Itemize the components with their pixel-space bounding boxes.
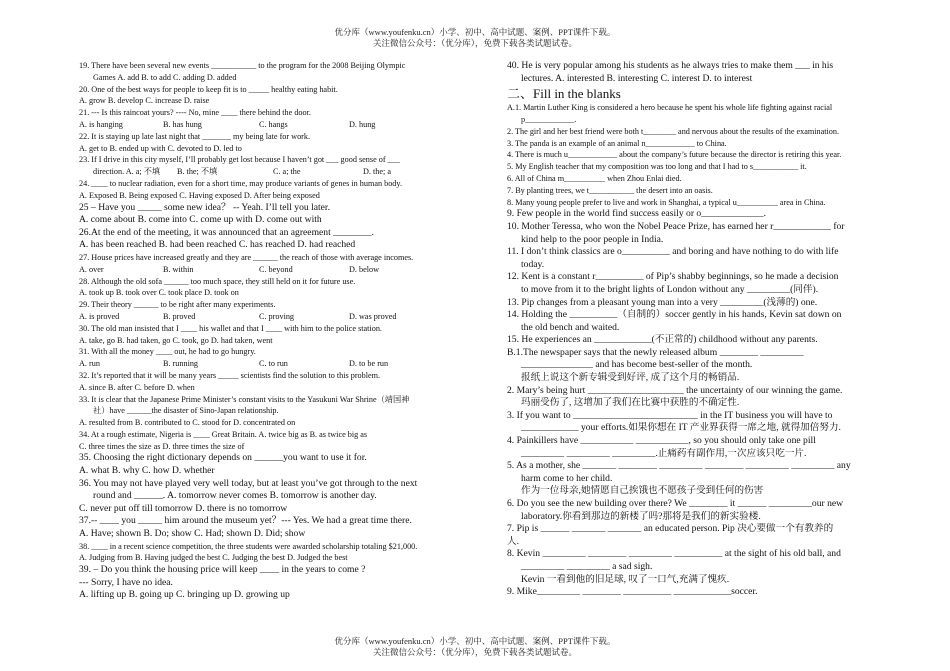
question-line: 9. Few people in the world find success easily or o_____________. [507,208,766,220]
answer-option: C. hangs [259,119,288,129]
question-line: 25 – Have you _____ some new idea？ -- Yeah. I’ll tell you later. [79,201,330,213]
question-line: 24. ____ to nuclear radiation, even for a short time, may produce variants of genes in human body. [79,178,403,188]
question-line: laboratory.你看到那边的新楼了吗?那将是我们的新实验楼. [521,510,761,522]
answer-option: B. the; 不填 [177,167,218,177]
left-column [79,60,467,602]
question-line: 4. Painkillers have ___________ ___________, so you should only take one pill [507,435,816,447]
question-line: 23. If I drive in this city myself, I’ll probably get lost because I haven’t got ___ good sense of ___ [79,155,400,165]
answer-option: A. is hanging [79,119,123,129]
header-line-2: 关注微信公众号：（优分库），免费下载各类试题试卷。 [372,38,577,48]
question-line: 30. The old man insisted that I ____ his wallet and that I ____ with him to the police station. [79,323,382,333]
question-line: 27. House prices have increased greatly and they are ______ the reach of those with average incomes. [79,252,414,262]
question-line: A. take, go B. had taken, go C. took, go D. had taken, went [79,335,273,345]
answer-option: A. over [79,264,104,274]
question-line: 15. He experiences an ____________(不正常的) childhood without any parents. [507,334,818,346]
question-line: Games A. add B. to add C. adding D. added [93,72,237,82]
question-line: A. what B. why C. how D. whether [79,465,215,477]
question-line: --- Sorry, I have no idea. [79,576,173,588]
answer-option: B. has hung [163,119,202,129]
question-line: A. lifting up B. going up C. bringing up D. growing up [79,589,290,601]
question-line: 人. [507,535,519,547]
answer-option: D. hung [349,119,376,129]
question-line: 13. Pip changes from a pleasant young man into a very _________(浅薄的) one. [507,296,818,308]
question-line: A. come about B. come into C. come up with D. come out with [79,214,322,226]
header-line-1: 优分库（www.youfenku.cn）小学、初中、高中试题、案例、PPT课件下载。 [334,27,616,37]
question-line [79,358,467,370]
question-line: today. [521,258,545,270]
answer-option: C. to run [259,359,288,369]
question-line: 3. The panda is an example of an animal n____________ to China. [507,138,727,148]
question-line: A. Judging from B. Having judged the best C. Judging the best D. Judged the best [79,553,348,563]
question-line [79,264,467,276]
question-line: _________ _________ _________.止痛药有副作用,一次应该只吃一片. [521,447,807,459]
question-line: A. get to B. ended up with C. devoted to D. led to [79,143,242,153]
question-line: 玛丽受伤了, 这增加了我们在比赛中获胜的不确定性. [521,397,740,409]
answer-option: B. within [163,264,194,274]
question-line: 21. --- Is this raincoat yours? ---- No, mine ____ there behind the door. [79,108,311,118]
answer-option: B. running [163,359,199,369]
answer-option: A. is proved [79,311,120,321]
question-line: A. Exposed B. Being exposed C. Having exposed D. After being exposed [79,190,320,200]
answer-option: D. was proved [349,311,397,321]
question-line: 社）have ______the disaster of Sino-Japan relationship. [93,406,279,416]
page-header [0,27,950,49]
answer-option: B. proved [163,311,196,321]
footer-line-1: 优分库（www.youfenku.cn）小学、初中、高中试题、案例、PPT课件下载。 [334,636,616,646]
question-line: A.1. Martin Luther King is considered a hero because he spent his whole life fighting against racial [507,103,833,113]
question-line: 40. He is very popular among his students as he always tries to make them ___ in his [507,60,834,71]
question-line: 22. It is staying up late last night that _______ my being late for work. [79,131,311,141]
question-line: 36. You may not have played very well today, but at least you’ve got through to the next [79,477,418,489]
question-line: A. Have; shown B. Do; show C. Had; shown D. Did; show [79,528,306,540]
question-line: 作为一位母亲,她情愿自己挨饿也不愿孩子受到任何的伤害 [521,485,764,497]
question-line [79,119,467,131]
question-line: A. took up B. took over C. took place D. took on [79,288,239,298]
answer-option: A. run [79,359,100,369]
question-line: 20. One of the best ways for people to keep fit is to _____ healthy eating habit. [79,84,338,94]
question-line: A. has been reached B. had been reached C. has reached D. had reached [79,239,356,251]
question-line: the old bench and waited. [521,321,620,333]
question-line: 31. With all the money ____ out, he had to go hungry. [79,347,256,357]
question-line: _______________ and has become best-seller of the month. [521,359,753,371]
question-line: lectures. A. interested B. interesting C. interest D. to interest [521,72,753,84]
question-line: A. since B. after C. before D. when [79,382,195,392]
right-column [507,60,872,599]
answer-option: C. beyond [259,264,293,274]
question-line: Kevin 一看到他的旧足球, 叹了一口气,充满了愧疚. [521,573,730,585]
answer-option: D. to be run [349,359,389,369]
question-line: 26.At the end of the meeting, it was announced that an agreement ________. [79,226,374,238]
question-line: 6. All of China m__________ when Zhou Enlai died. [507,173,682,183]
question-line [79,166,467,178]
question-line: p____________. [521,114,577,124]
answer-option: C. proving [259,311,295,321]
answer-option: C. a; the [273,167,301,177]
section-title: 二、Fill in the blanks [507,86,621,102]
question-line: A. resulted from B. contributed to C. stood for D. concentrated on [79,418,296,428]
question-line: C. never put off till tomorrow D. there is no tomorrow [79,502,288,514]
question-line: 37.-- ____ you _____ him around the museum yet？--- Yes. We had a great time there. [79,515,412,527]
question-line: 34. At a rough estimate, Nigeria is ____ Great Britain. A. twice big as B. as twice big as [79,429,368,439]
question-line: 12. Kent is a constant r__________ of Pip’s shabby beginnings, so he made a decision [507,271,839,283]
footer-line-2: 关注微信公众号：（优分库），免费下载各类试题试卷。 [372,647,577,657]
question-line: 4. There is much u____________ about the company’s future because the director is retiring this year. [507,150,842,160]
question-line: C. three times the size as D. three times the size of [79,441,245,451]
question-line [79,311,467,323]
question-line: 29. Their theory ______ to be right after many experiments. [79,300,276,310]
question-line: 19. There have been several new events ___________ to the program for the 2008 Beijing Olympic [79,61,406,70]
question-line: ____________ your efforts.如果你想在 IT 产业界获得一席之地, 就得加倍努力. [521,422,841,434]
answer-option: D. below [349,264,380,274]
question-line: 35. Choosing the right dictionary depends on ______you want to use it for. [79,452,367,464]
question-line: 3. If you want to __________________________ in the IT business you will have to [507,409,833,421]
question-line: harm come to her child. [521,472,613,484]
answer-option: D. the; a [363,167,391,177]
question-line: to move from it to the bright lights of London without any _________(同伴). [521,283,819,295]
question-line: kind help to the poor people in India. [521,233,664,245]
question-line: 14. Holding the __________（自制的）soccer gently in his hands, Kevin sat down on [507,309,842,321]
question-line: 8. Many young people prefer to live and work in Shanghai, a typical u__________ area in China. [507,197,826,207]
question-line: 7. Pip is ______ _______ _______ an educated person. Pip 决心要做一个有教养的 [507,523,834,535]
question-line: _________ _________ a sad sigh. [521,560,653,572]
question-line: A. grow B. develop C. increase D. raise [79,96,210,106]
question-line: 33. It is clear that the Japanese Prime Minister’s constant visits to the Yasukuni War Shrine（靖国神 [79,394,410,404]
question-line: 10. Mother Teressa, who won the Nobel Peace Prize, has earned her r____________ for [507,220,845,232]
page-footer [0,636,950,658]
question-line: 7. By planting trees, we t___________ the desert into an oasis. [507,185,713,195]
question-line: 9. Mike_________ ________ __________ ____________soccer. [507,586,758,598]
question-line: round and ______. A. tomorrow never comes B. tomorrow is another day. [93,490,377,502]
answer-option: direction. A. a; 不填 [93,167,161,177]
question-line: 32. It’s reported that it will be many years _____ scientists find the solution to this problem. [79,370,381,380]
question-line: 5. My English teacher that my composition was too long and that I had to s___________ it. [507,162,807,172]
question-line: 11. I don’t think classics are o__________ and boring and have nothing to do with life [507,246,839,258]
question-line: 5. As a mother, she _______ ________ _________ ________ _________ _________ any [507,460,851,472]
question-line: 28. Although the old sofa ______ too much space, they still held on it for future use. [79,276,356,286]
question-line: 2. Mary’s being hurt ____________________ the uncertainty of our winning the game. [507,384,843,396]
question-line: 8. Kevin _________ ________ _________ __________ at the sight of his old ball, and [507,548,841,560]
question-line: 报纸上说这个新专辑受到好评, 成了这个月的畅销品. [521,372,740,384]
question-line: 2. The girl and her best friend were both t________ and nervous about the results of the examination. [507,126,840,136]
question-line: 6. Do you see the new building over there? We ________ it ______ _________our new [507,498,844,510]
question-line: 38. ____ in a recent science competition, the three students were awarded scholarship totaling $21,000. [79,541,418,551]
question-line: 39. – Do you think the housing price will keep ____ in the years to come ? [79,564,366,576]
question-line: B.1.The newspaper says that the newly released album ________ _________ [507,346,804,358]
